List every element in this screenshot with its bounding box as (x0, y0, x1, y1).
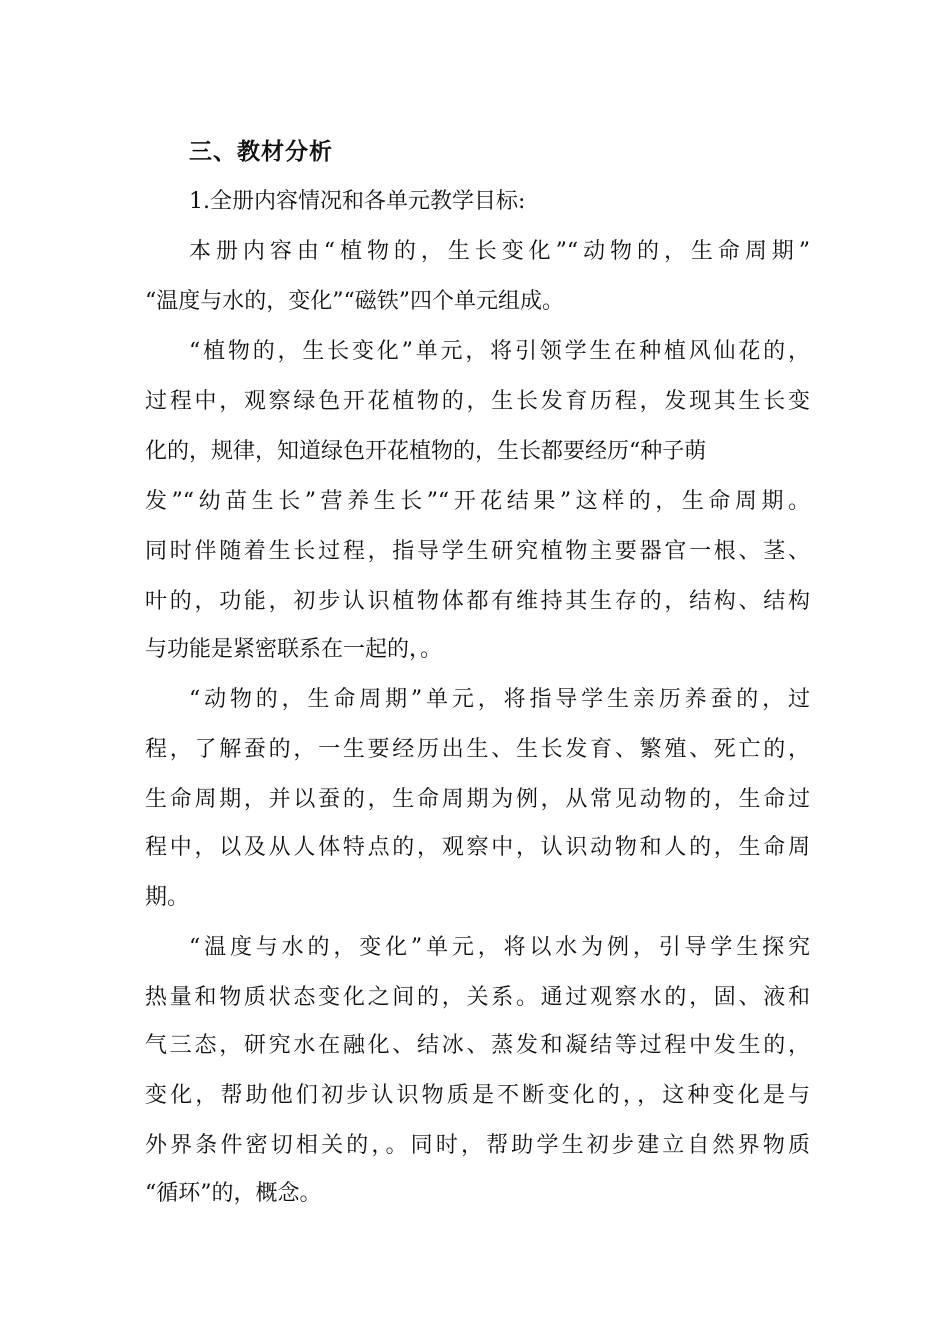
paragraph-line: “温度与水的，变化”“磁铁”四个单元组成。 (145, 289, 564, 314)
paragraph-line: “动物的，生命周期”单元，将指导学生亲历养蚕的，过 (189, 687, 810, 712)
paragraph-line: “温度与水的，变化”单元，将以水为例，引导学生探究 (189, 935, 810, 960)
paragraph-line: 同时伴随着生长过程，指导学生研究植物主要器官一根、茎、 (145, 539, 810, 564)
paragraph-line: 化的，规律，知道绿色开花植物的，生长都要经历“种子萌 (145, 439, 707, 464)
paragraph-line: 程中，以及从人体特点的，观察中，认识动物和人的，生命周 (145, 835, 810, 860)
paragraph-line: 变化，帮助他们初步认识物质是不断变化的，，这种变化是与 (145, 1083, 810, 1108)
paragraph-line: 发”“幼苗生长”营养生长”“开花结果”这样的，生命周期。 (145, 489, 810, 514)
paragraph-line: 叶的，功能，初步认识植物体都有维持其生存的，结构、结构 (145, 589, 810, 614)
paragraph-line: 过程中，观察绿色开花植物的，生长发育历程，发现其生长变 (145, 389, 810, 414)
paragraph-line: 本册内容由“植物的，生长变化”“动物的，生命周期” (189, 239, 810, 264)
paragraph-line: “循环”的，概念。 (145, 1181, 322, 1206)
paragraph-line: 期。 (145, 885, 190, 910)
paragraph-line: 生命周期，并以蚕的，生命周期为例，从常见动物的，生命过 (145, 787, 810, 812)
subsection-heading: 1.全册内容情况和各单元教学目标: (189, 189, 526, 214)
paragraph-line: 气三态，研究水在融化、结冰、蒸发和凝结等过程中发生的， (145, 1033, 810, 1058)
paragraph-line: 与功能是紧密联系在一起的，。 (145, 637, 443, 662)
paragraph-line: 外界条件密切相关的，。同时，帮助学生初步建立自然界物质 (145, 1133, 810, 1158)
paragraph-line: 热量和物质状态变化之间的，关系。通过观察水的，固、液和 (145, 985, 810, 1010)
section-heading: 三、教材分析 (189, 138, 333, 165)
paragraph-line: “植物的，生长变化”单元，将引领学生在种植风仙花的， (189, 339, 810, 364)
paragraph-line: 程，了解蚕的，一生要经历出生、生长发育、繁殖、死亡的， (145, 737, 810, 762)
